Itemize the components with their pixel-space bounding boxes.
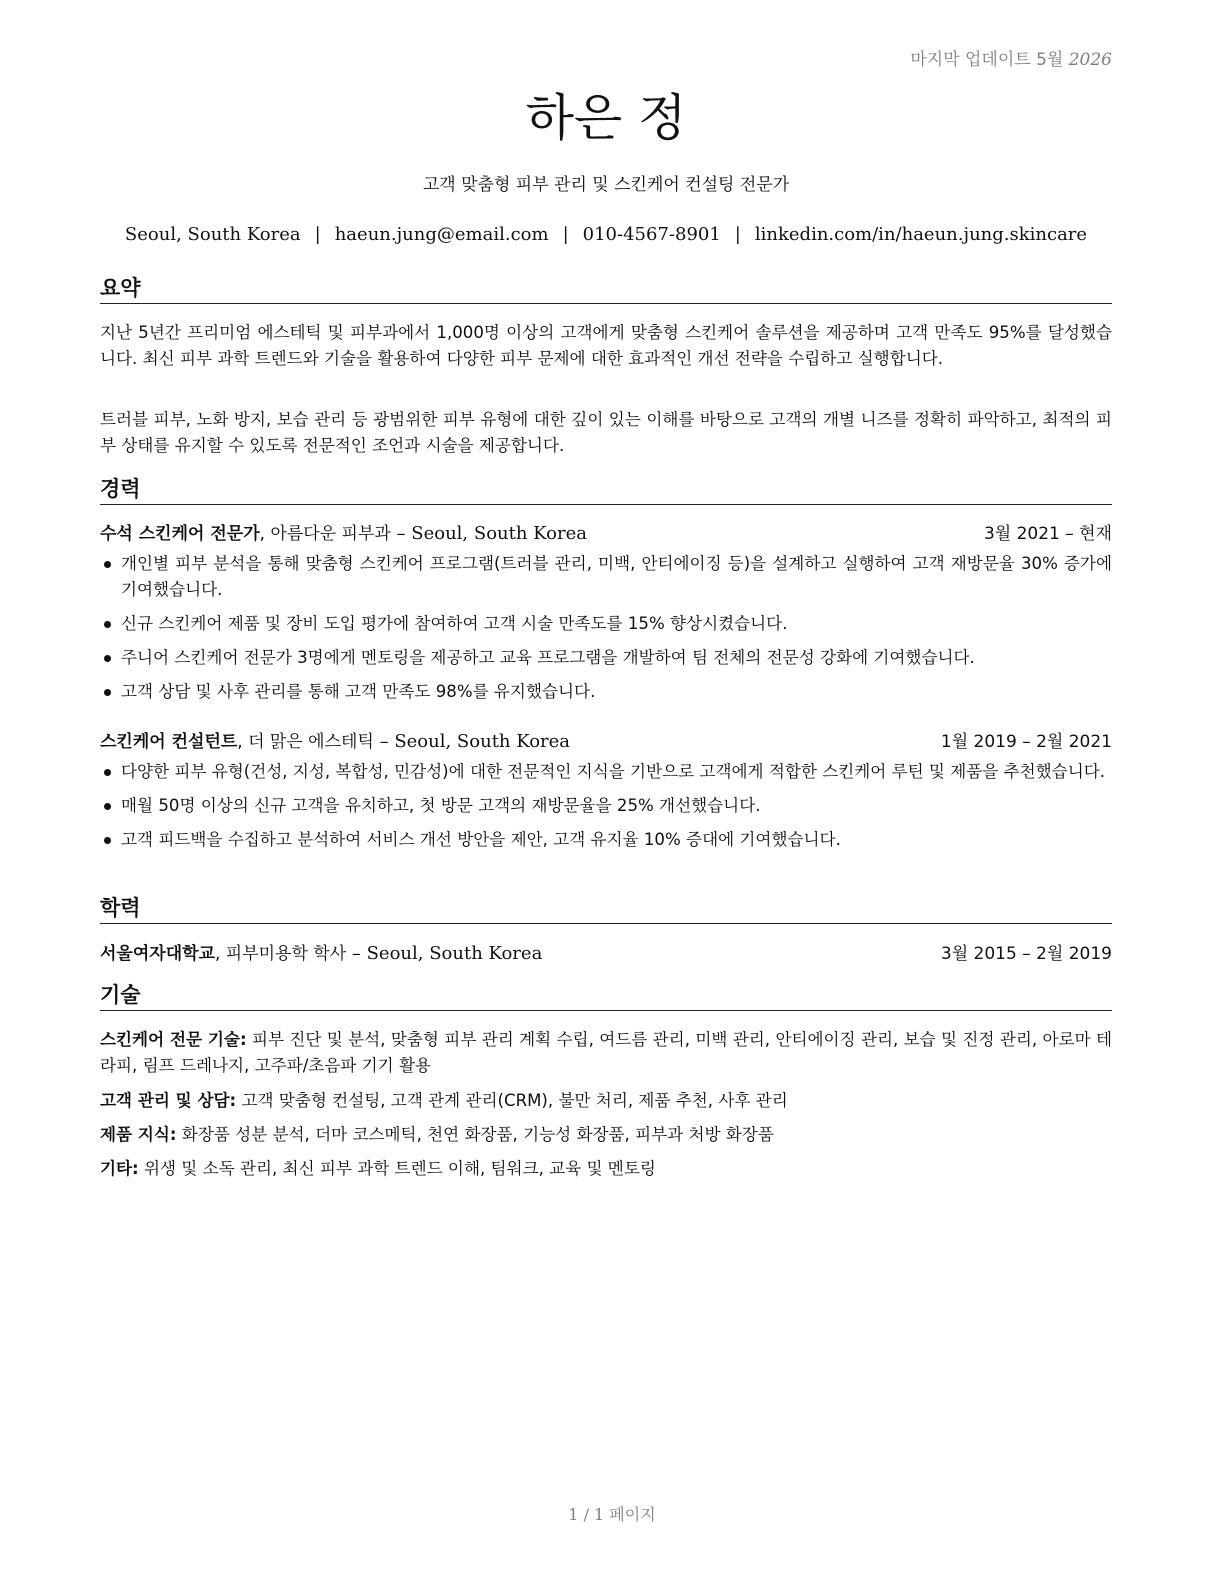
skill-item xyxy=(100,1122,1112,1148)
contact-separator: | xyxy=(314,224,321,245)
job-bullets xyxy=(100,551,1112,713)
education-school: 서울여자대학교 xyxy=(100,944,215,964)
list-item: 개인별 피부 분석을 통해 맞춤형 스킨케어 프로그램(트러블 관리, 미백, 안티에이징 등)을 설계하고 실행하여 고객 재방문율 30% 증가에 기여했습니다. xyxy=(100,551,1112,603)
contact-separator: | xyxy=(562,224,569,245)
list-item: 고객 상담 및 사후 관리를 통해 고객 만족도 98%를 유지했습니다. xyxy=(100,679,1112,705)
page-indicator: 1 / 1 페이지 xyxy=(568,1505,656,1524)
skill-label: 제품 지식: xyxy=(100,1125,177,1144)
list-item: 고객 피드백을 수집하고 분석하여 서비스 개선 방안을 제안, 고객 유지율 10% 증대에 기여했습니다. xyxy=(100,827,1112,853)
list-item: 주니어 스킨케어 전문가 3명에게 멘토링을 제공하고 교육 프로그램을 개발하여 팀 전체의 전문성 강화에 기여했습니다. xyxy=(100,645,1112,671)
resume-page xyxy=(100,0,1112,1584)
skill-label: 고객 관리 및 상담: xyxy=(100,1091,237,1110)
education-location: – Seoul, South Korea xyxy=(346,943,543,964)
list-item: 다양한 피부 유형(건성, 지성, 복합성, 민감성)에 대한 전문적인 지식을 기반으로 고객에게 적합한 스킨케어 루틴 및 제품을 추천했습니다. xyxy=(100,759,1112,785)
list-item: 신규 스킨케어 제품 및 장비 도입 평가에 참여하여 고객 시술 만족도를 15% 향상시켰습니다. xyxy=(100,611,1112,637)
skill-text: 위생 및 소독 관리, 최신 피부 과학 트렌드 이해, 팀워크, 교육 및 멘토링 xyxy=(138,1159,656,1178)
skill-item xyxy=(100,1088,1112,1114)
section-title-experience: 경력 xyxy=(100,475,1112,505)
skill-item xyxy=(100,1027,1112,1079)
summary-paragraph-2: 트러블 피부, 노화 방지, 보습 관리 등 광범위한 피부 유형에 대한 깊이 있는 이해를 바탕으로 고객의 개별 니즈를 정확히 파악하고, 최적의 피부 상태를 유지할 수 있도록 전문적인 조언과 시술을 제공합니다. xyxy=(100,410,1112,455)
last-updated-year: 2026 xyxy=(1068,50,1112,70)
job-location: – Seoul, South Korea xyxy=(373,731,571,752)
skill-item xyxy=(100,1156,1112,1182)
job-location: – Seoul, South Korea xyxy=(390,523,587,544)
job-company: , 더 맑은 에스테틱 xyxy=(237,732,374,752)
skill-text: 피부 진단 및 분석, 맞춤형 피부 관리 계획 수립, 여드름 관리, 미백 관리, 안티에이징 관리, 보습 및 진정 관리, 아로마 테라피, 림프 드레나지, 고주파/초음파 기기 활용 xyxy=(100,1030,1112,1075)
section-title-skills: 기술 xyxy=(100,981,1112,1011)
contact-location: Seoul, South Korea xyxy=(124,224,301,245)
job-bullets xyxy=(100,759,1112,861)
section-title-education: 학력 xyxy=(100,894,1112,924)
last-updated-month: 5월 xyxy=(1036,50,1064,70)
candidate-headline: 고객 맞춤형 피부 관리 및 스킨케어 컨설팅 전문가 xyxy=(422,175,790,195)
skill-label: 스킨케어 전문 기술: xyxy=(100,1030,247,1049)
education-entry xyxy=(100,941,1112,967)
skill-text: 화장품 성분 분석, 더마 코스메틱, 천연 화장품, 기능성 화장품, 피부과 처방 화장품 xyxy=(176,1125,774,1144)
contact-separator: | xyxy=(734,224,741,245)
education-dates: 3월 2015 – 2월 2019 xyxy=(940,944,1112,964)
contact-linkedin[interactable]: linkedin.com/in/haeun.jung.skincare xyxy=(754,224,1088,245)
skill-label: 기타: xyxy=(100,1159,139,1178)
candidate-name: 하은 정 xyxy=(525,89,687,147)
contact-email[interactable]: haeun.jung@email.com xyxy=(334,224,549,245)
job-dates: 1월 2019 – 2월 2021 xyxy=(940,732,1112,752)
last-updated-label: 마지막 업데이트 xyxy=(910,50,1031,70)
education-degree: , 피부미용학 학사 xyxy=(214,944,347,964)
summary-paragraph-1: 지난 5년간 프리미엄 에스테틱 및 피부과에서 1,000명 이상의 고객에게 맞춤형 스킨케어 솔루션을 제공하며 고객 만족도 95%를 달성했습니다. 최신 피부 과학 트렌드와 기술을 활용하여 다양한 피부 문제에 대한 효과적인 개선 전략을 수립하고 실행합니다. xyxy=(100,323,1112,368)
section-title-summary: 요약 xyxy=(100,274,1112,304)
job-role: 스킨케어 컨설턴트 xyxy=(100,732,238,752)
skill-text: 고객 맞춤형 컨설팅, 고객 관계 관리(CRM), 불만 처리, 제품 추천, 사후 관리 xyxy=(236,1091,788,1110)
job-header xyxy=(100,521,1112,547)
job-company: , 아름다운 피부과 xyxy=(259,524,391,544)
list-item: 매월 50명 이상의 신규 고객을 유치하고, 첫 방문 고객의 재방문율을 25% 개선했습니다. xyxy=(100,793,1112,819)
contact-phone: 010-4567-8901 xyxy=(582,224,721,245)
job-role: 수석 스킨케어 전문가 xyxy=(100,524,260,544)
last-updated xyxy=(910,45,1112,70)
job-header xyxy=(100,729,1112,755)
contact-line xyxy=(100,224,1112,245)
job-dates: 3월 2021 – 현재 xyxy=(983,524,1112,544)
